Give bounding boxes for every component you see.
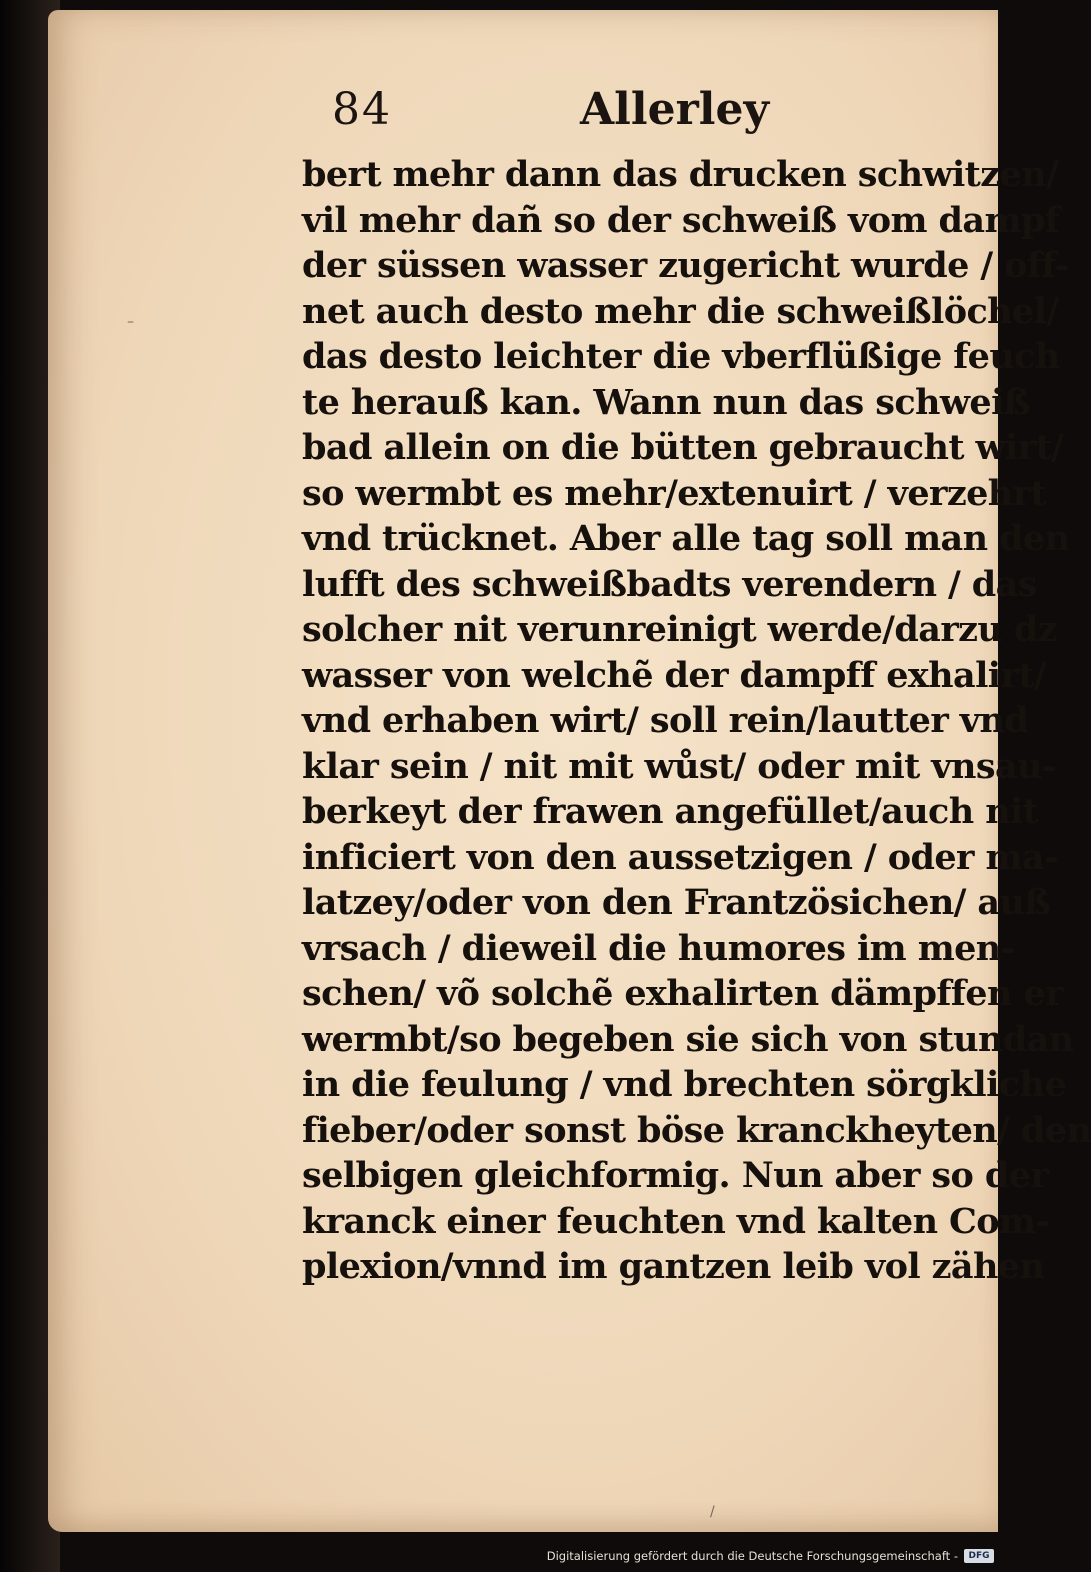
text-line: latzey/oder von den Frantzösichen/ auß — [302, 882, 1051, 923]
text-line: fieber/oder sonst böse kranckheyten/ den — [302, 1109, 1091, 1151]
text-line: vnd erhaben wirt/ soll rein/lautter vnd — [302, 700, 1029, 741]
body-text — [302, 152, 1091, 1290]
text-line: klar sein / nit mit wůst/ oder mit vnsau- — [302, 745, 1056, 787]
text-line: berkeyt der frawen angefüllet/auch nit — [302, 791, 1039, 832]
text-line: wermbt/so begeben sie sich von stundan — [302, 1018, 1074, 1060]
margin-mark: / — [710, 1504, 715, 1520]
digitization-footer — [547, 1544, 994, 1568]
text-line: in die feulung / vnd brechten sörgkliche — [302, 1064, 1067, 1105]
running-head: Allerley — [580, 84, 770, 135]
text-line: schen/ võ solchẽ exhalirten dämpffen er — [302, 973, 1063, 1014]
margin-mark: – — [127, 314, 134, 330]
text-line: plexion/vnnd im gantzen leib vol zähen — [302, 1246, 1045, 1287]
text-line: vnd trücknet. Aber alle tag soll man den — [302, 518, 1070, 559]
text-line: vrsach / dieweil die humores im men- — [302, 927, 1015, 969]
text-line: lufft des schweißbadts verendern / das — [302, 563, 1037, 605]
text-line: das desto leichter die vberflüßige feuch — [302, 336, 1060, 377]
text-line: der süssen wasser zugericht wurde / off- — [302, 245, 1069, 286]
text-line: inficiert von den aussetzigen / oder ma- — [302, 836, 1058, 878]
text-line: bad allein on die bütten gebraucht wirt/ — [302, 427, 1064, 468]
text-line: wasser von welchẽ der dampff exhalirt/ — [302, 654, 1047, 696]
text-line: bert mehr dann das drucken schwitzen/ — [302, 154, 1059, 195]
text-line: vil mehr dañ so der schweiß vom dampf — [302, 199, 1060, 241]
text-line: so wermbt es mehr/extenuirt / verzehrt — [302, 472, 1047, 514]
text-line: te herauß kan. Wann nun das schweiß — [302, 381, 1030, 423]
text-line: net auch desto mehr die schweißlöchel/ — [302, 290, 1059, 332]
dfg-logo: DFG — [964, 1549, 994, 1563]
funding-credit: Digitalisierung gefördert durch die Deutsche Forschungsgemeinschaft - — [546, 1549, 958, 1563]
page-header — [332, 84, 772, 144]
page-number: 84 — [332, 84, 392, 135]
text-line: kranck einer feuchten vnd kalten Com- — [302, 1200, 1050, 1242]
text-line: solcher nit verunreinigt werde/darzu dz — [302, 609, 1058, 650]
text-line: selbigen gleichformig. Nun aber so der — [302, 1155, 1049, 1196]
